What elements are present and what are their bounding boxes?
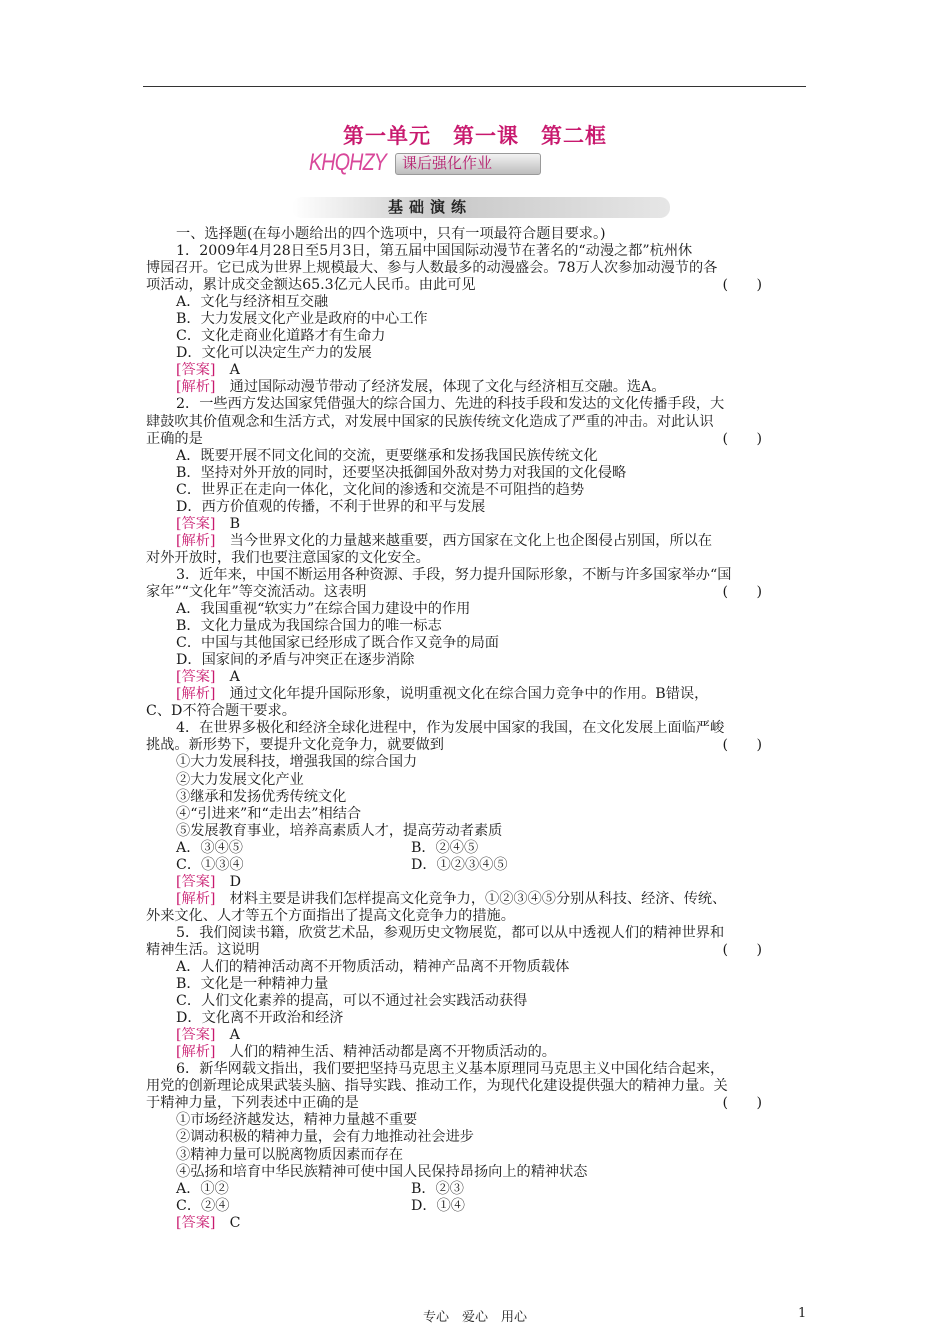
option-a: A．文化与经济相互交融 [176,294,329,311]
answer-line [146,1215,810,1232]
explanation-text: 材料主要是讲我们怎样提高文化竞争力，①②③④⑤分别从科技、经济、传统、 [229,890,727,907]
explanation-tag: [解析] [176,532,216,549]
question-3-line-2 [146,584,810,601]
option-c: C．①③④ [176,856,244,873]
page-title: 第一单元 第一课 第二框 [343,123,607,148]
header-rule [143,86,806,87]
answer-tag: [答案] [176,1027,216,1044]
question-6-line-3-text: 于精神力量，下列表述中正确的是 [146,1095,359,1112]
answer-line [146,516,810,533]
footer-slogan: 专心 爱心 用心 [422,1310,527,1325]
answer-tag: [答案] [176,873,216,890]
explanation-text: 人们的精神生活、精神活动都是离不开物质活动的。 [229,1044,556,1061]
question-5-line-2 [146,942,810,959]
option-c: C．文化走商业化道路才有生命力 [176,328,386,345]
statement-2: ②大力发展文化产业 [176,771,304,788]
statement-1: ①市场经济越发达，精神力量越不重要 [176,1112,418,1129]
answer-value: A [229,669,240,686]
option-d: D．①④ [411,1197,465,1214]
explanation-text: 当今世界文化的力量越来越重要，西方国家在文化上也企图侵占别国，所以在 [229,532,713,549]
answer-bracket: ( ) [722,737,762,754]
explanation-continued: C、D不符合题干要求。 [146,703,296,720]
statement-4: ④弘扬和培育中华民族精神可使中国人民保持昂扬向上的精神状态 [176,1163,588,1180]
question-1-line-3-text: 项活动，累计成交金额达65.3亿元人民币。由此可见 [146,277,476,294]
question-4-line-2-text: 挑战。新形势下，要提升文化竞争力，就要做到 [146,737,444,754]
answer-bracket: ( ) [722,277,762,294]
answer-value: B [229,515,241,532]
explanation-tag: [解析] [176,1044,216,1061]
section-intro: 一、选择题(在每小题给出的四个选项中，只有一项最符合题目要求。) [176,226,606,242]
answer-line [146,669,810,686]
question-5-line-1: 5．我们阅读书籍，欣赏艺术品，参观历史文物展览，都可以从中透视人们的精神世界和 [176,924,725,941]
explanation-continued: 对外开放时，我们也要注意国家的文化安全。 [146,549,430,566]
page-number: 1 [798,1306,807,1321]
explanation-text: 通过文化年提升国际形象，说明重视文化在综合国力竞争中的作用。B错误， [229,686,709,703]
answer-value: D [229,873,242,890]
question-3-line-2-text: 家年”“文化年”等交流活动。这表明 [146,583,367,600]
answer-tag: [答案] [176,1214,216,1231]
answer-value: A [229,362,240,379]
option-b: B．文化力量成为我国综合国力的唯一标志 [176,618,442,635]
answer-line [146,874,810,891]
option-row [146,840,810,857]
option-a: A．既要开展不同文化间的交流，更要继承和发扬我国民族传统文化 [176,447,598,464]
explanation-continued: 外来文化、人才等五个方面指出了提高文化竞争力的措施。 [146,907,515,924]
option-row [146,1181,810,1198]
option-c: C．世界正在走向一体化，文化间的渗透和交流是不可阻挡的趋势 [176,481,585,498]
explanation-line [146,1044,810,1061]
option-b: B．②④⑤ [411,839,479,856]
answer-tag: [答案] [176,362,216,379]
brand-logo: KHQHZY [309,149,387,176]
question-6-line-1: 6．新华网载文指出，我们要把坚持马克思主义基本原理同马克思主义中国化结合起来， [176,1061,725,1078]
question-3-line-1: 3．近年来，中国不断运用各种资源、手段，努力提升国际形象，不断与许多国家举办“国 [176,566,732,583]
option-b: B．大力发展文化产业是政府的中心工作 [176,311,428,328]
answer-line [146,1027,810,1044]
option-d: D．西方价值观的传播，不利于世界的和平与发展 [176,498,486,515]
explanation-line [146,686,810,703]
option-c: C．中国与其他国家已经形成了既合作又竞争的局面 [176,635,499,652]
answer-value: C [229,1214,241,1231]
question-6-line-2: 用党的创新理论成果武装头脑、指导实践、推动工作，为现代化建设提供强大的精神力量。关 [146,1078,728,1095]
option-row [146,1198,810,1215]
answer-value: A [229,1027,240,1044]
answer-line [146,362,810,379]
option-c: C．人们文化素养的提高，可以不通过社会实践活动获得 [176,993,528,1010]
question-1-line-2: 博园召开。它已成为世界上规模最大、参与人数最多的动漫盛会。78万人次参加动漫节的各 [146,260,718,277]
option-a: A．人们的精神活动离不开物质活动，精神产品离不开物质载体 [176,959,570,976]
question-1-line-3 [146,277,810,294]
explanation-tag: [解析] [176,379,216,396]
brand-tag-label: 课后强化作业 [402,155,493,172]
question-1-line-1: 1．2009年4月28日至5月3日，第五届中国国际动漫节在著名的“动漫之都”杭州休 [176,243,693,260]
option-b: B．坚持对外开放的同时，还要坚决抵御国外敌对势力对我国的文化侵略 [176,464,627,481]
section-heading-label: 基础演练 [388,198,473,216]
option-row [146,857,810,874]
explanation-line [146,891,810,908]
answer-tag: [答案] [176,669,216,686]
explanation-line [146,379,810,396]
statement-3: ③继承和发扬优秀传统文化 [176,788,347,805]
option-b: B．②③ [411,1180,464,1197]
question-2-line-3 [146,431,810,448]
question-2-line-2: 肆鼓吹其价值观念和生活方式，对发展中国家的民族传统文化造成了严重的冲击。对此认识 [146,413,714,430]
statement-4: ④“引进来”和“走出去”相结合 [176,805,362,822]
question-2-line-3-text: 正确的是 [146,430,203,447]
explanation-line [146,533,810,550]
option-a: A．①② [176,1180,229,1197]
section-heading [292,197,670,218]
option-d: D．①②③④⑤ [411,856,508,873]
option-d: D．国家间的矛盾与冲突正在逐步消除 [176,652,415,669]
statement-3: ③精神力量可以脱离物质因素而存在 [176,1146,404,1163]
option-b: B．文化是一种精神力量 [176,976,329,993]
statement-2: ②调动积极的精神力量，会有力地推动社会进步 [176,1129,474,1146]
option-d: D．文化可以决定生产力的发展 [176,345,372,362]
option-a: A．我国重视“软实力”在综合国力建设中的作用 [176,601,471,618]
answer-bracket: ( ) [722,430,762,447]
statement-5: ⑤发展教育事业，培养高素质人才，提高劳动者素质 [176,822,503,839]
exercise-body [146,226,810,1232]
question-4-line-2 [146,737,810,754]
explanation-text: 通过国际动漫节带动了经济发展，体现了文化与经济相互交融。选A。 [229,379,666,396]
answer-bracket: ( ) [722,583,762,600]
answer-tag: [答案] [176,515,216,532]
option-c: C．②④ [176,1197,230,1214]
option-d: D．文化离不开政治和经济 [176,1010,344,1027]
option-a: A．③④⑤ [176,839,243,856]
question-6-line-3 [146,1095,810,1112]
statement-1: ①大力发展科技，增强我国的综合国力 [176,754,418,771]
question-4-line-1: 4．在世界多极化和经济全球化进程中，作为发展中国家的我国，在文化发展上面临严峻 [176,720,725,737]
explanation-tag: [解析] [176,890,216,907]
answer-bracket: ( ) [722,941,762,958]
answer-bracket: ( ) [722,1095,762,1112]
question-5-line-2-text: 精神生活。这说明 [146,941,260,958]
brand-tag [395,153,541,175]
question-2-line-1: 2．一些西方发达国家凭借强大的综合国力、先进的科技手段和发达的文化传播手段，大 [176,396,725,413]
explanation-tag: [解析] [176,686,216,703]
